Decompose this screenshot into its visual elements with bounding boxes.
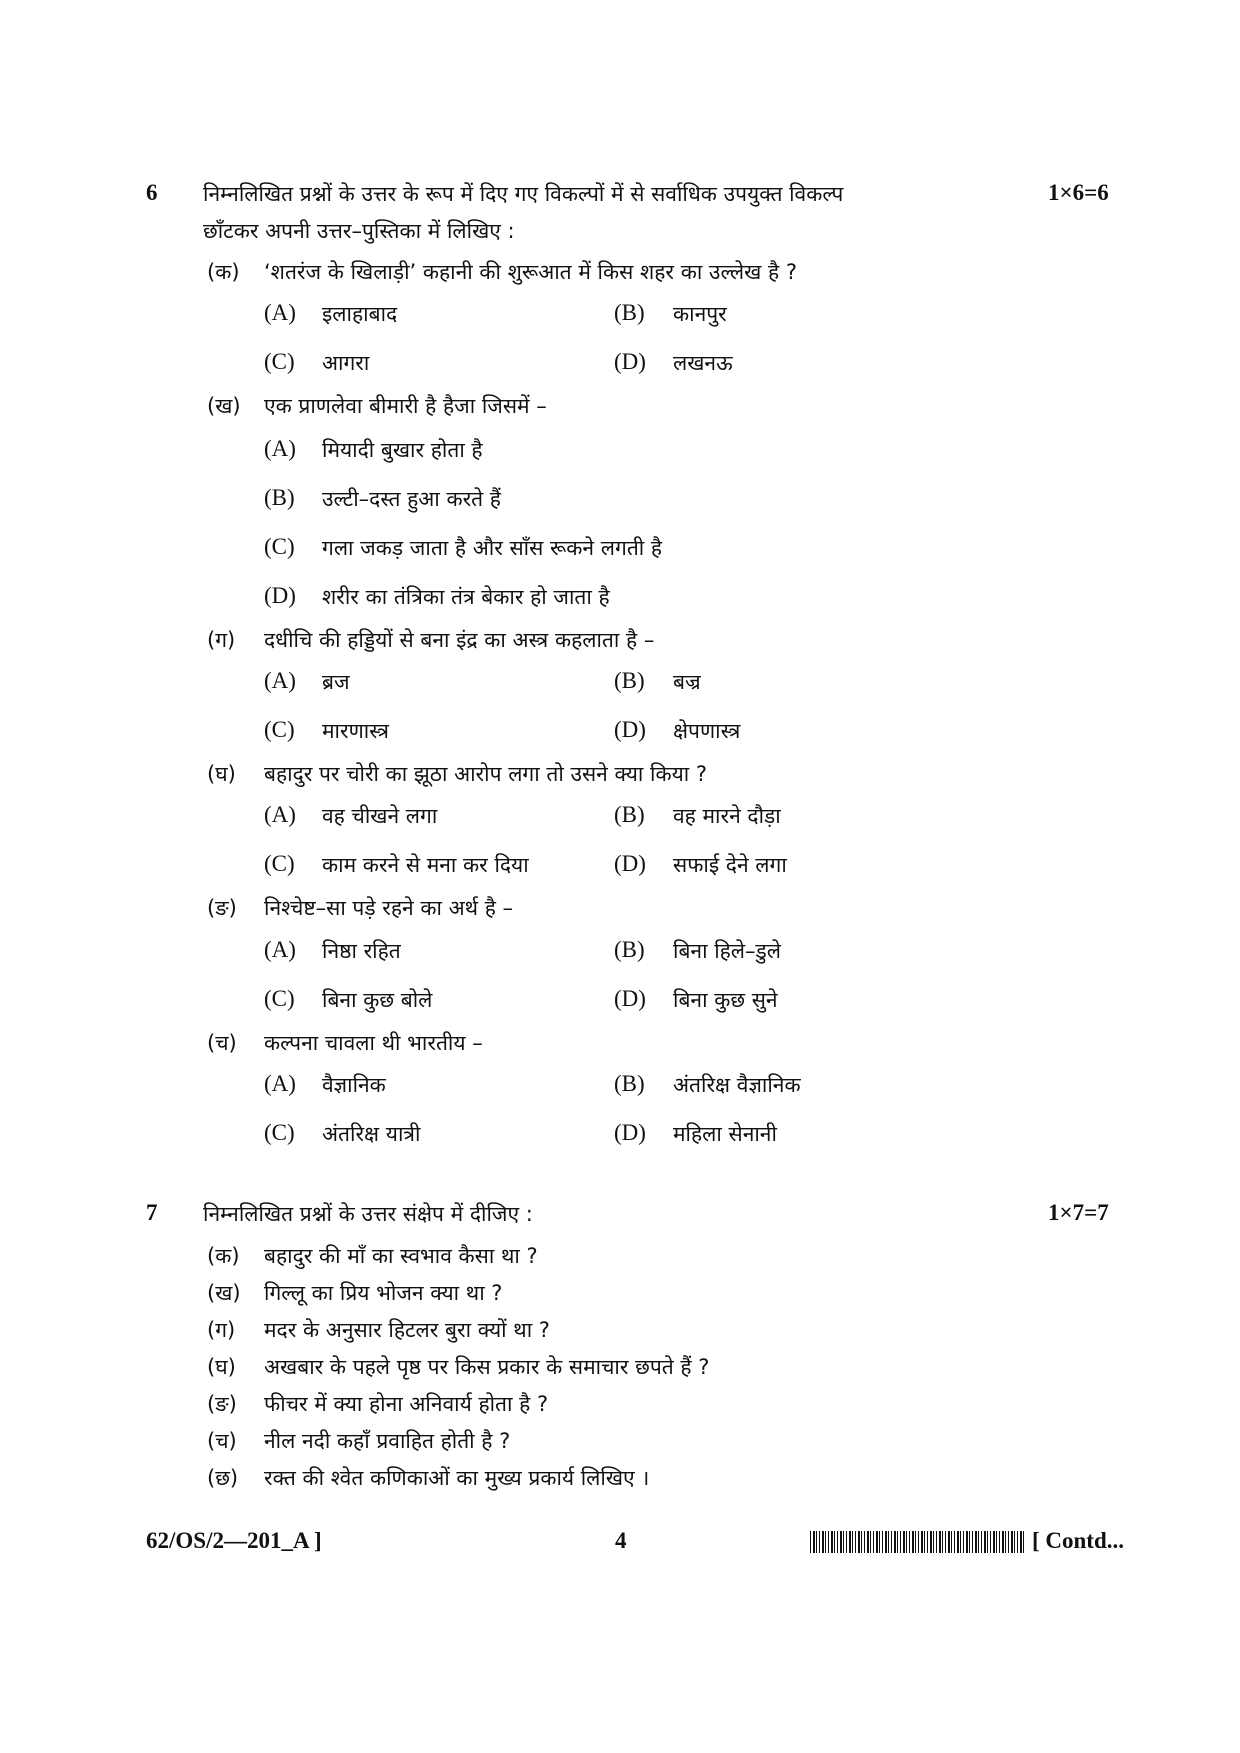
q6-option-letter: (D): [264, 583, 296, 608]
q6-option-text: वह मारने दौड़ा: [673, 804, 781, 828]
q6-option-text: गला जकड़ जाता है और साँस रूकने लगती है: [322, 536, 663, 560]
q7-item-question: फीचर में क्या होना अनिवार्य होता है ?: [264, 1392, 549, 1416]
q6-option-letter: (C): [264, 851, 295, 876]
q6-option-text: बिना हिले–डुले: [673, 939, 781, 963]
q7-item-question: बहादुर की माँ का स्वभाव कैसा था ?: [264, 1244, 538, 1268]
q6-item-question: दधीचि की हड्डियों से बना इंद्र का अस्त्र कहलाता है –: [264, 628, 655, 652]
q6-item-question: एक प्राणलेवा बीमारी है हैजा जिसमें –: [264, 394, 547, 418]
q7-item-label: (ख): [207, 1281, 241, 1305]
q6-option-letter: (B): [614, 937, 645, 962]
q6-option-text: शरीर का तंत्रिका तंत्र बेकार हो जाता है: [322, 585, 610, 609]
q6-item-label: (क): [207, 260, 240, 284]
q6-option-letter: (A): [264, 1071, 296, 1096]
q6-option-text: सफाई देने लगा: [673, 853, 787, 877]
q6-option-text: महिला सेनानी: [673, 1122, 777, 1146]
question-7-number: 7: [146, 1200, 158, 1225]
q7-item-label: (ग): [207, 1318, 236, 1342]
q6-item-question: ‘शतरंज के खिलाड़ी’ कहानी की शुरूआत में किस शहर का उल्लेख है ?: [264, 260, 797, 284]
q6-option-letter: (D): [614, 986, 646, 1011]
q6-option-letter: (C): [264, 986, 295, 1011]
q7-item-question: मदर के अनुसार हिटलर बुरा क्यों था ?: [264, 1318, 550, 1342]
question-7-instruction: निम्नलिखित प्रश्नों के उत्तर संक्षेप में दीजिए :: [203, 1202, 533, 1226]
q6-option-letter: (C): [264, 349, 295, 374]
q7-item-question: रक्त की श्वेत कणिकाओं का मुख्य प्रकार्य लिखिए ।: [264, 1466, 650, 1490]
q7-item-label: (च): [207, 1429, 237, 1453]
q6-item-label: (घ): [207, 762, 236, 786]
q6-option-text: आगरा: [322, 351, 370, 375]
continued-label: [ Contd...: [1032, 1528, 1125, 1553]
q7-item-label: (छ): [207, 1466, 239, 1490]
q6-option-letter: (C): [264, 534, 295, 559]
q6-option-text: अंतरिक्ष यात्री: [322, 1122, 421, 1146]
q6-option-letter: (B): [614, 1071, 645, 1096]
q6-item-question: बहादुर पर चोरी का झूठा आरोप लगा तो उसने क्या किया ?: [264, 762, 708, 786]
q6-option-letter: (C): [264, 717, 295, 742]
q6-option-text: निष्ठा रहित: [322, 939, 401, 963]
q6-option-letter: (A): [264, 436, 296, 461]
q6-option-letter: (B): [264, 485, 295, 510]
q6-option-text: लखनऊ: [673, 351, 733, 375]
q6-option-letter: (D): [614, 851, 646, 876]
q6-option-letter: (C): [264, 1120, 295, 1145]
q7-item-label: (क): [207, 1244, 240, 1268]
q6-option-letter: (A): [264, 668, 296, 693]
q6-option-text: काम करने से मना कर दिया: [322, 853, 529, 877]
q6-item-label: (ङ): [207, 896, 237, 920]
q6-option-letter: (D): [614, 717, 646, 742]
q6-option-text: मियादी बुखार होता है: [322, 438, 483, 462]
q6-item-label: (ग): [207, 628, 236, 652]
q6-item-label: (च): [207, 1031, 237, 1055]
q6-option-letter: (B): [614, 802, 645, 827]
question-7-marks: 1×7=7: [1048, 1200, 1109, 1225]
q6-item-label: (ख): [207, 394, 241, 418]
q6-option-text: बज्र: [673, 670, 701, 694]
q7-item-label: (घ): [207, 1355, 236, 1379]
q6-option-letter: (D): [614, 1120, 646, 1145]
q6-option-letter: (B): [614, 668, 645, 693]
q6-option-letter: (A): [264, 937, 296, 962]
paper-code: 62/OS/2—201_A ]: [146, 1528, 322, 1553]
question-6-instruction-line2: छाँटकर अपनी उत्तर–पुस्तिका में लिखिए :: [203, 219, 515, 243]
barcode: [810, 1531, 1026, 1553]
q6-option-letter: (A): [264, 802, 296, 827]
q6-option-text: बिना कुछ सुने: [673, 988, 778, 1012]
q6-option-text: बिना कुछ बोले: [322, 988, 433, 1012]
q7-item-question: नील नदी कहाँ प्रवाहित होती है ?: [264, 1429, 511, 1453]
q6-option-text: मारणास्त्र: [322, 719, 389, 743]
q6-item-question: कल्पना चावला थी भारतीय –: [264, 1031, 483, 1055]
q6-option-letter: (A): [264, 300, 296, 325]
question-6-number: 6: [146, 180, 158, 205]
question-6-instruction-line1: निम्नलिखित प्रश्नों के उत्तर के रूप में दिए गए विकल्पों में से सर्वाधिक उपयुक्त विकल्प: [203, 182, 844, 206]
q6-option-text: इलाहाबाद: [322, 302, 398, 326]
q6-option-text: उल्टी–दस्त हुआ करते हैं: [322, 487, 501, 511]
q7-item-label: (ङ): [207, 1392, 237, 1416]
page-number: 4: [615, 1528, 627, 1553]
q6-option-text: क्षेपणास्त्र: [673, 719, 741, 743]
q6-option-text: अंतरिक्ष वैज्ञानिक: [673, 1073, 801, 1097]
q6-option-text: ब्रज: [322, 670, 350, 694]
q6-option-text: वह चीखने लगा: [322, 804, 438, 828]
q7-item-question: गिल्लू का प्रिय भोजन क्या था ?: [264, 1281, 503, 1305]
q6-option-letter: (D): [614, 349, 646, 374]
q6-item-question: निश्चेष्ट–सा पड़े रहने का अर्थ है –: [264, 896, 514, 920]
q6-option-text: वैज्ञानिक: [322, 1073, 386, 1097]
q6-option-text: कानपुर: [673, 302, 727, 326]
q6-option-letter: (B): [614, 300, 645, 325]
q7-item-question: अखबार के पहले पृष्ठ पर किस प्रकार के समाचार छपते हैं ?: [264, 1355, 710, 1379]
question-6-marks: 1×6=6: [1048, 180, 1109, 205]
